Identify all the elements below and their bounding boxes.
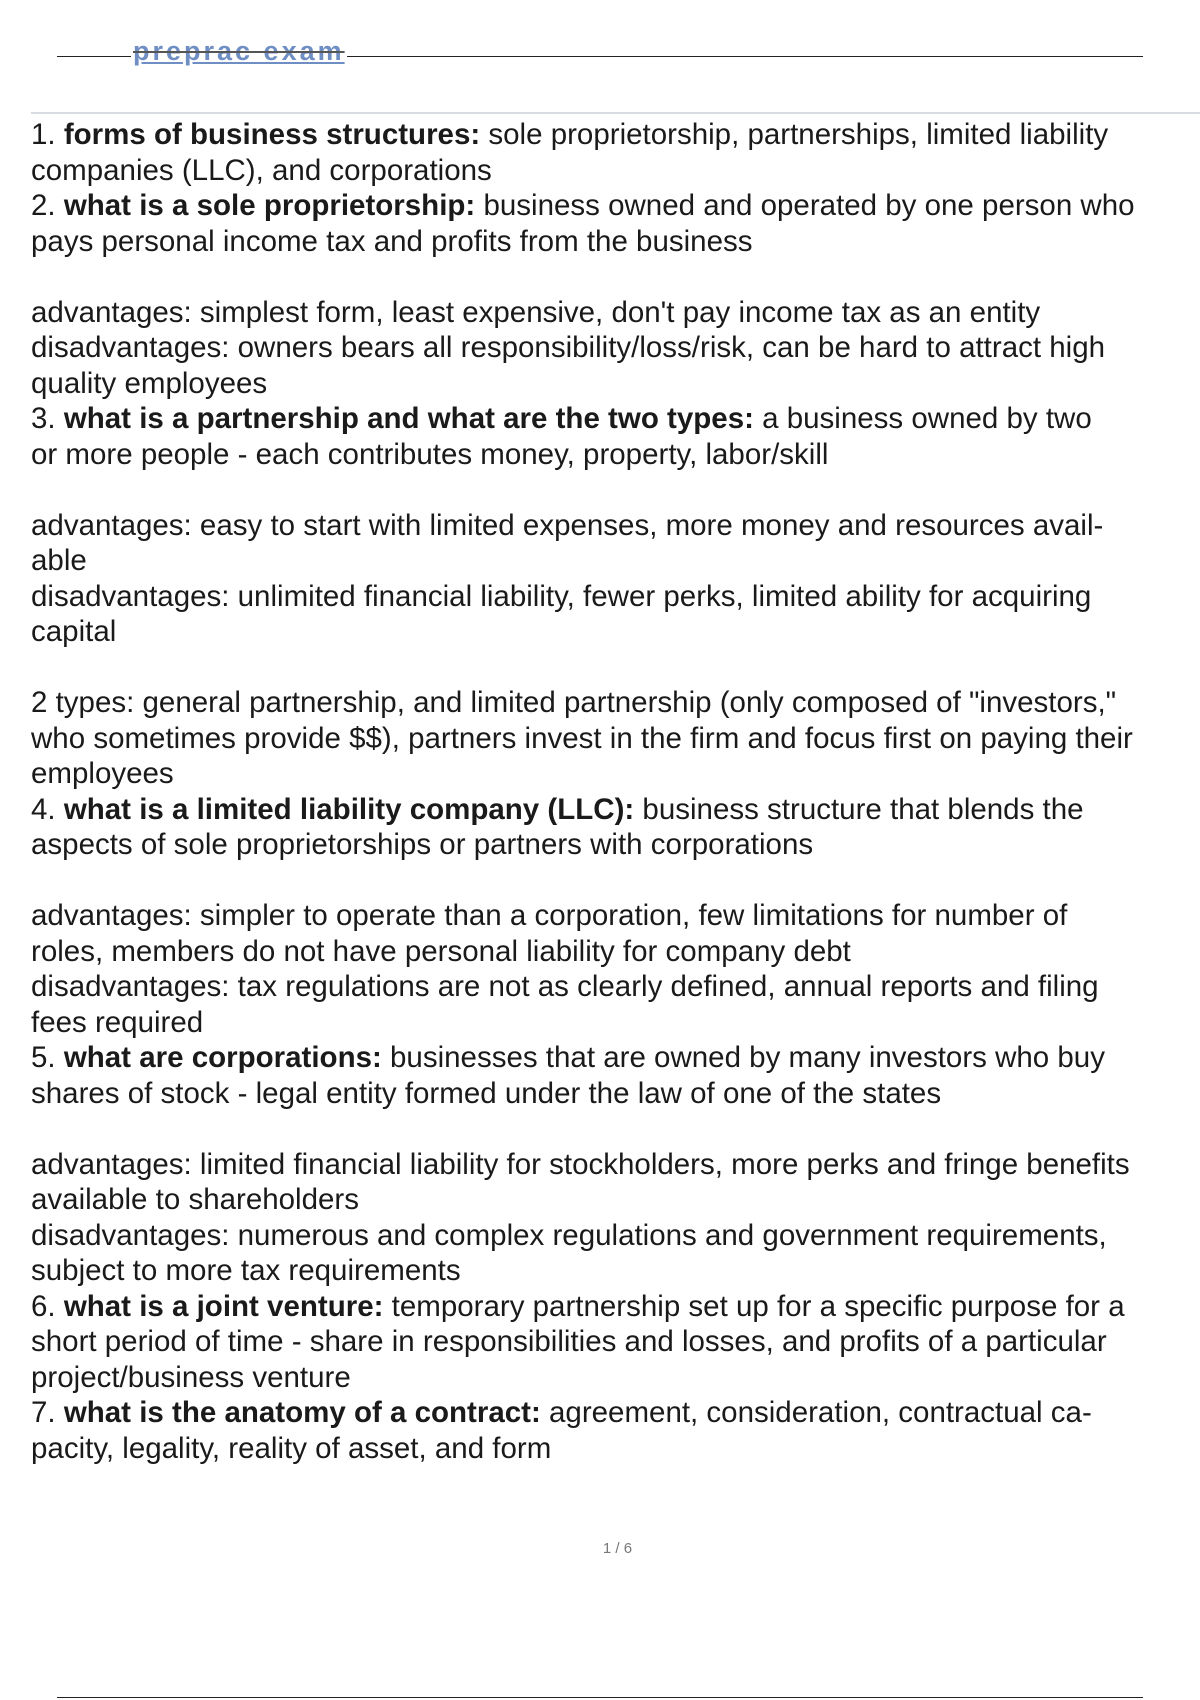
answer-line (31, 614, 1200, 650)
header-title: preprac exam (133, 36, 345, 66)
answer-line (31, 543, 1200, 579)
answer-text: disadvantages: numerous and complex regulations and government requirements, (31, 1218, 1107, 1252)
question-line (31, 1395, 1200, 1431)
answer-text: advantages: limited financial liability for stockholders, more perks and fringe benefits (31, 1147, 1130, 1181)
answer-text: or more people - each contributes money, property, labor/skill (31, 437, 829, 471)
answer-line (31, 366, 1200, 402)
answer-text: sole proprietorship, partnerships, limited liability (480, 118, 1109, 151)
answer-line (31, 1253, 1200, 1289)
answer-text: temporary partnership set up for a specific purpose for a (383, 1289, 1125, 1323)
answer-line (31, 224, 1200, 260)
question-term: what is a partnership and what are the two types: (63, 402, 754, 435)
question-term: what is a limited liability company (LLC): (63, 792, 635, 826)
answer-text: roles, members do not have personal liability for company debt (31, 934, 851, 968)
answer-text: advantages: simplest form, least expensive, don't pay income tax as an entity (31, 295, 1041, 329)
answer-text: companies (LLC), and corporations (31, 153, 492, 187)
answer-text: businesses that are owned by many investors who buy (381, 1041, 1105, 1074)
question-line (31, 401, 1200, 437)
answer-text: project/business venture (31, 1360, 351, 1394)
question-number: 3. (31, 402, 56, 435)
blank-line (31, 650, 1200, 686)
answer-line (31, 1360, 1200, 1396)
blank-line (31, 1111, 1200, 1147)
answer-text: able (31, 544, 87, 577)
question-line (31, 117, 1200, 153)
question-number: 1. (31, 118, 56, 151)
answer-text: business structure that blends the (634, 792, 1084, 826)
question-term: what are corporations: (63, 1041, 382, 1074)
answer-text: available to shareholders (31, 1183, 359, 1216)
answer-line (31, 1005, 1200, 1041)
question-line (31, 1040, 1200, 1076)
answer-line (31, 898, 1200, 934)
answer-text: disadvantages: unlimited financial liability, fewer perks, limited ability for acquiring (31, 579, 1092, 613)
answer-text: 2 types: general partnership, and limited partnership (only composed of "investors," (31, 686, 1117, 719)
question-line (31, 1289, 1200, 1325)
answer-line (31, 1324, 1200, 1360)
answer-line (31, 1147, 1200, 1183)
question-number: 7. (31, 1396, 56, 1429)
answer-text: business owned and operated by one person who (475, 189, 1135, 222)
blank-line (31, 863, 1200, 899)
question-term: what is a sole proprietorship: (63, 189, 476, 222)
answer-text: fees required (31, 1005, 204, 1039)
blank-line (31, 259, 1200, 295)
answer-line (31, 437, 1200, 473)
answer-text: disadvantages: owners bears all responsibility/loss/risk, can be hard to attract high (31, 331, 1106, 364)
blank-line (31, 472, 1200, 508)
answer-line (31, 508, 1200, 544)
answer-text: agreement, consideration, contractual ca- (540, 1396, 1092, 1429)
answer-text: subject to more tax requirements (31, 1254, 461, 1287)
question-line (31, 188, 1200, 224)
answer-line (31, 721, 1200, 757)
answer-line (31, 827, 1200, 863)
answer-text: employees (31, 757, 174, 790)
answer-text: who sometimes provide $$), partners invest in the firm and focus first on paying their (31, 721, 1133, 755)
answer-text: quality employees (31, 366, 268, 400)
question-number: 4. (31, 792, 56, 826)
answer-line (31, 969, 1200, 1005)
header-divider (31, 112, 1200, 114)
question-term: what is the anatomy of a contract: (63, 1396, 541, 1429)
answer-text: pays personal income tax and profits from the business (31, 224, 753, 258)
document-body (31, 117, 1200, 1466)
answer-line (31, 1076, 1200, 1112)
answer-line (31, 295, 1200, 331)
answer-line (31, 934, 1200, 970)
answer-text: short period of time - share in responsibilities and losses, and profits of a particular (31, 1325, 1107, 1358)
answer-text: advantages: easy to start with limited expenses, more money and resources avail- (31, 508, 1104, 542)
answer-line (31, 330, 1200, 366)
answer-text: advantages: simpler to operate than a corporation, few limitations for number of (31, 899, 1068, 932)
answer-text: shares of stock - legal entity formed under the law of one of the states (31, 1076, 942, 1110)
page-number: 1 / 6 (602, 1540, 633, 1557)
answer-text: aspects of sole proprietorships or partners with corporations (31, 828, 814, 861)
question-line (31, 792, 1200, 828)
footer-rule (57, 1697, 1143, 1698)
question-term: forms of business structures: (63, 118, 481, 151)
answer-line (31, 153, 1200, 189)
answer-text: a business owned by two (753, 402, 1092, 435)
answer-text: disadvantages: tax regulations are not as clearly defined, annual reports and filing (31, 970, 1099, 1003)
answer-line (31, 1182, 1200, 1218)
answer-line (31, 579, 1200, 615)
answer-text: pacity, legality, reality of asset, and form (31, 1431, 552, 1465)
answer-line (31, 1431, 1200, 1467)
question-number: 6. (31, 1289, 56, 1323)
question-number: 2. (31, 189, 56, 222)
answer-line (31, 1218, 1200, 1254)
question-term: what is a joint venture: (63, 1289, 384, 1323)
answer-text: capital (31, 615, 117, 648)
answer-line (31, 756, 1200, 792)
answer-line (31, 685, 1200, 721)
question-number: 5. (31, 1041, 56, 1074)
header-title-link[interactable] (131, 38, 347, 65)
